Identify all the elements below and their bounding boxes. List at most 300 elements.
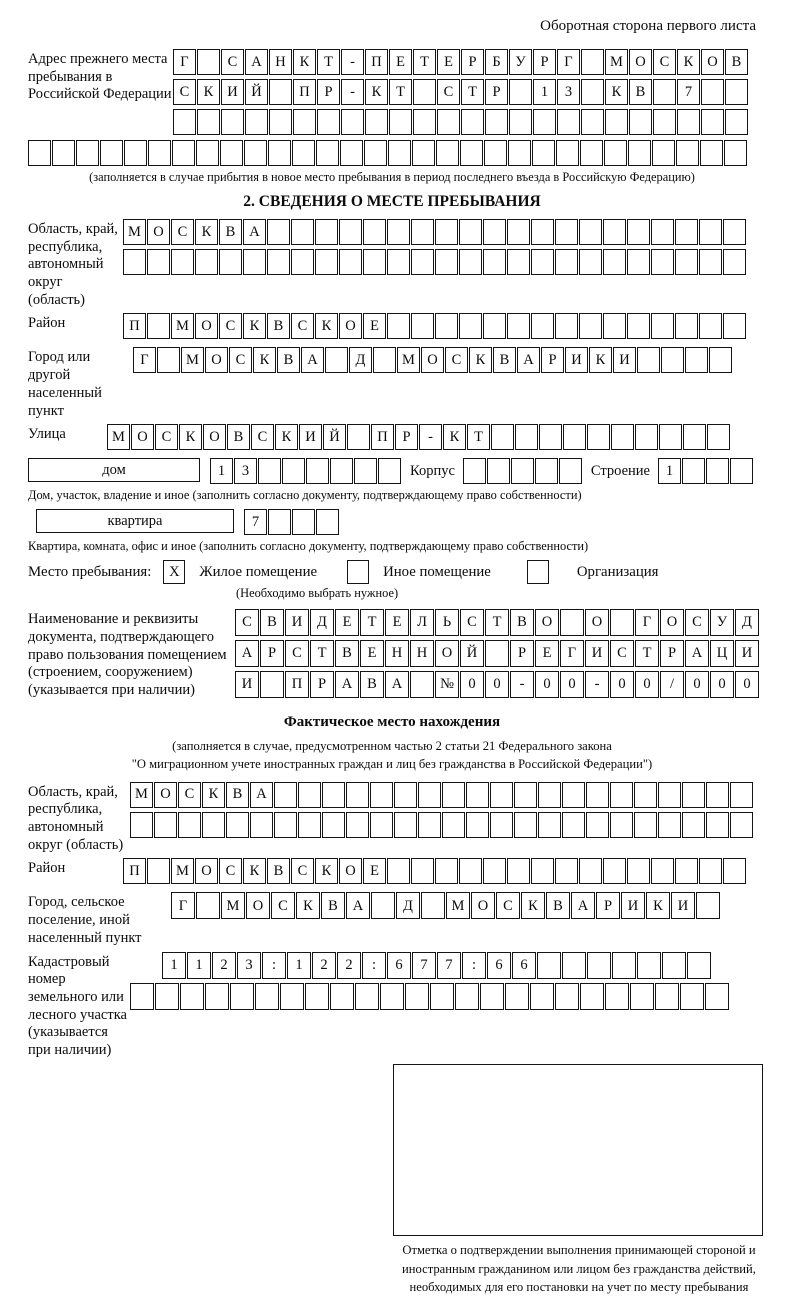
char-cell [436, 140, 459, 166]
char-cell: Е [437, 49, 460, 75]
char-cell [466, 812, 489, 838]
char-cell: Б [485, 49, 508, 75]
char-cell [557, 109, 580, 135]
char-cell [347, 424, 370, 450]
char-cell [559, 458, 582, 484]
char-cell: К [315, 313, 338, 339]
char-cell [539, 424, 562, 450]
char-cell: 7 [412, 952, 436, 979]
char-cell [100, 140, 123, 166]
char-cell: О [195, 858, 218, 884]
char-cell [505, 983, 529, 1010]
char-cell [709, 347, 732, 373]
korpus-label: Корпус [410, 462, 455, 479]
char-cell [147, 858, 170, 884]
char-cell [701, 109, 724, 135]
char-cell: Е [363, 858, 386, 884]
char-cell: О [435, 640, 459, 667]
char-cell [124, 140, 147, 166]
char-cell: В [267, 313, 290, 339]
char-cell [322, 812, 345, 838]
char-cell [363, 219, 386, 245]
char-cell: П [293, 79, 316, 105]
char-cell [490, 782, 513, 808]
char-cell [555, 219, 578, 245]
char-cell [556, 140, 579, 166]
char-cell [293, 109, 316, 135]
char-cell: В [277, 347, 300, 373]
apartment-row [36, 509, 756, 535]
stay-type-note: (Необходимо выбрать нужное) [236, 586, 399, 601]
char-cell [380, 983, 404, 1010]
char-cell [178, 812, 201, 838]
char-cell [197, 49, 220, 75]
char-cell [555, 313, 578, 339]
char-cell [243, 249, 266, 275]
char-cell [435, 249, 458, 275]
char-cell: 0 [460, 671, 484, 698]
char-cell [604, 140, 627, 166]
char-cell [605, 983, 629, 1010]
char-cell [330, 983, 354, 1010]
char-cell: / [660, 671, 684, 698]
char-cell [413, 109, 436, 135]
char-cell: О [131, 424, 154, 450]
char-cell [226, 812, 249, 838]
char-cell: В [321, 892, 345, 919]
char-cell [291, 249, 314, 275]
char-cell [387, 249, 410, 275]
char-cell: Ь [435, 609, 459, 636]
char-cell [411, 858, 434, 884]
char-cell: П [365, 49, 388, 75]
char-cell [411, 249, 434, 275]
stroenie-cells [658, 458, 754, 484]
char-cell [530, 983, 554, 1010]
char-cell [339, 249, 362, 275]
char-cell [230, 983, 254, 1010]
char-cell: В [335, 640, 359, 667]
char-row [235, 671, 760, 698]
char-cell [537, 952, 561, 979]
char-cell: И [585, 640, 609, 667]
char-cell: К [315, 858, 338, 884]
char-cell [586, 782, 609, 808]
char-cell [555, 249, 578, 275]
char-cell: М [605, 49, 628, 75]
char-cell [244, 140, 267, 166]
char-cell: К [296, 892, 320, 919]
char-cell: О [203, 424, 226, 450]
char-cell: М [446, 892, 470, 919]
char-cell [394, 782, 417, 808]
option-residential-label: Жилое помещение [199, 563, 318, 580]
char-cell [675, 858, 698, 884]
prev-address-label: Адрес прежнего места пребывания в Российской Федерации [28, 51, 172, 103]
char-cell [705, 983, 729, 1010]
char-cell [442, 782, 465, 808]
char-cell: Т [360, 609, 384, 636]
char-cell [411, 219, 434, 245]
char-cell [653, 79, 676, 105]
char-cell [130, 812, 153, 838]
char-cell [316, 509, 339, 535]
char-cell: 0 [560, 671, 584, 698]
char-cell [274, 782, 297, 808]
char-cell [147, 313, 170, 339]
char-cell [154, 812, 177, 838]
char-cell: М [171, 858, 194, 884]
char-cell [260, 671, 284, 698]
char-cell: П [371, 424, 394, 450]
option-other-premises-label: Иное помещение [383, 563, 491, 580]
char-cell [387, 858, 410, 884]
char-cell [388, 140, 411, 166]
char-cell: С [171, 219, 194, 245]
char-cell: О [535, 609, 559, 636]
char-cell [630, 983, 654, 1010]
char-cell: А [335, 671, 359, 698]
char-cell: О [205, 347, 228, 373]
char-cell [292, 140, 315, 166]
char-cell: О [660, 609, 684, 636]
char-cell [355, 983, 379, 1010]
char-cell [387, 219, 410, 245]
char-cell: М [221, 892, 245, 919]
char-cell [562, 812, 585, 838]
char-cell: 0 [685, 671, 709, 698]
char-cell: М [130, 782, 153, 808]
char-cell [603, 219, 626, 245]
char-row [173, 79, 756, 105]
char-cell [675, 219, 698, 245]
char-cell: 0 [635, 671, 659, 698]
char-cell [405, 983, 429, 1010]
char-cell: 7 [244, 509, 267, 535]
char-cell [180, 983, 204, 1010]
char-cell: Л [410, 609, 434, 636]
char-cell: Р [533, 49, 556, 75]
char-cell: И [613, 347, 636, 373]
char-cell: № [435, 671, 459, 698]
char-cell: С [219, 313, 242, 339]
char-cell: О [246, 892, 270, 919]
char-cell [611, 424, 634, 450]
char-cell [579, 219, 602, 245]
char-cell: С [291, 858, 314, 884]
char-cell: Й [460, 640, 484, 667]
char-cell: К [243, 313, 266, 339]
char-cell: Т [310, 640, 334, 667]
char-cell [130, 983, 154, 1010]
char-cell [484, 140, 507, 166]
char-cell [485, 109, 508, 135]
char-cell: О [339, 313, 362, 339]
char-cell: Т [461, 79, 484, 105]
city2-label: Город, сельское поселение, иной населенный пункт [28, 894, 142, 946]
char-cell [587, 424, 610, 450]
char-cell: В [546, 892, 570, 919]
actual-location-note-line1: (заполняется в случае, предусмотренном частью 2 статьи 21 Федерального закона [172, 739, 612, 754]
char-cell [511, 458, 534, 484]
char-cell: К [195, 219, 218, 245]
char-cell: Г [560, 640, 584, 667]
char-cell: К [443, 424, 466, 450]
prev-address-note: (заполняется в случае прибытия в новое место пребывания в период последнего въезда в Российскую Федерацию) [89, 170, 695, 184]
prev-address-group [28, 49, 756, 136]
char-cell [480, 983, 504, 1010]
char-cell [603, 858, 626, 884]
char-cell: 1 [162, 952, 186, 979]
char-cell [346, 782, 369, 808]
char-cell [463, 458, 486, 484]
char-row [235, 609, 760, 636]
char-cell: Р [395, 424, 418, 450]
char-cell [435, 219, 458, 245]
char-cell [509, 109, 532, 135]
apartment-type-box: квартира [36, 509, 234, 533]
stay-type-label: Место пребывания: [28, 563, 152, 580]
char-cell: П [285, 671, 309, 698]
char-cell [680, 983, 704, 1010]
char-cell: В [629, 79, 652, 105]
char-cell [696, 892, 720, 919]
house-type-box: дом [28, 458, 200, 482]
char-cell [442, 812, 465, 838]
char-cell [699, 249, 722, 275]
char-cell: К [521, 892, 545, 919]
char-cell [515, 424, 538, 450]
actual-location-title: Фактическое место нахождения [283, 714, 501, 731]
char-cell [677, 109, 700, 135]
char-cell: Т [635, 640, 659, 667]
char-cell: Г [173, 49, 196, 75]
char-cell [437, 109, 460, 135]
char-cell [658, 812, 681, 838]
char-cell [563, 424, 586, 450]
cadastre-label: Кадастровый номер земельного или лесного участка (указывается при наличии) [28, 953, 127, 1058]
house-row [28, 458, 756, 484]
char-row [130, 983, 756, 1010]
char-cell [610, 609, 634, 636]
char-cell [220, 140, 243, 166]
char-cell: 3 [234, 458, 257, 484]
char-cell [687, 952, 711, 979]
char-cell [411, 313, 434, 339]
char-cell [197, 109, 220, 135]
char-cell: М [107, 424, 130, 450]
char-cell [280, 983, 304, 1010]
char-cell [322, 782, 345, 808]
char-cell [52, 140, 75, 166]
char-cell: 2 [337, 952, 361, 979]
char-cell [413, 79, 436, 105]
char-cell [627, 249, 650, 275]
char-cell: 0 [535, 671, 559, 698]
char-cell: Д [310, 609, 334, 636]
char-cell [610, 812, 633, 838]
char-cell: Р [660, 640, 684, 667]
char-cell: 1 [658, 458, 681, 484]
char-cell: К [469, 347, 492, 373]
char-cell [730, 812, 753, 838]
char-cell [418, 782, 441, 808]
region-group [28, 219, 756, 309]
char-cell [268, 140, 291, 166]
char-cell [269, 79, 292, 105]
char-cell: С [173, 79, 196, 105]
char-cell: С [178, 782, 201, 808]
char-cell [330, 458, 353, 484]
char-cell: - [419, 424, 442, 450]
char-cell [533, 109, 556, 135]
char-cell [157, 347, 180, 373]
char-cell: О [195, 313, 218, 339]
char-cell [706, 812, 729, 838]
char-cell [612, 952, 636, 979]
char-cell [682, 458, 705, 484]
char-cell: Г [171, 892, 195, 919]
char-cell [298, 782, 321, 808]
char-cell [655, 983, 679, 1010]
char-cell [555, 858, 578, 884]
checkbox-residential: X [163, 560, 185, 584]
korpus-cells [463, 458, 583, 484]
char-cell [508, 140, 531, 166]
char-cell: К [179, 424, 202, 450]
char-cell: С [155, 424, 178, 450]
char-cell [459, 858, 482, 884]
char-cell [581, 49, 604, 75]
char-cell [268, 509, 291, 535]
char-cell [28, 140, 51, 166]
char-cell: К [589, 347, 612, 373]
char-cell: В [260, 609, 284, 636]
char-cell [373, 347, 396, 373]
char-cell: А [235, 640, 259, 667]
document-group [28, 609, 756, 702]
char-cell [659, 424, 682, 450]
char-cell: Д [396, 892, 420, 919]
char-cell [627, 858, 650, 884]
char-row [123, 313, 756, 339]
city-label: Город или другой населенный пункт [28, 349, 102, 419]
checkbox-organization [527, 560, 549, 584]
char-cell [580, 983, 604, 1010]
char-row-full-width [28, 140, 756, 166]
char-cell [635, 424, 658, 450]
char-cell [699, 219, 722, 245]
char-cell [532, 140, 555, 166]
char-cell [562, 782, 585, 808]
char-row [130, 812, 756, 838]
char-cell: 7 [437, 952, 461, 979]
char-cell [507, 313, 530, 339]
char-cell: В [226, 782, 249, 808]
char-cell [662, 952, 686, 979]
char-cell [245, 109, 268, 135]
char-cell [267, 219, 290, 245]
char-cell [412, 140, 435, 166]
char-cell: К [365, 79, 388, 105]
char-cell: М [171, 313, 194, 339]
char-cell [196, 140, 219, 166]
char-cell: Р [485, 79, 508, 105]
char-cell: 3 [557, 79, 580, 105]
char-cell [305, 983, 329, 1010]
char-cell [339, 219, 362, 245]
char-cell [485, 640, 509, 667]
char-cell: 6 [387, 952, 411, 979]
char-cell [555, 983, 579, 1010]
char-row [130, 952, 756, 979]
char-cell: П [123, 313, 146, 339]
char-cell: Т [485, 609, 509, 636]
char-cell [707, 424, 730, 450]
char-cell [325, 347, 348, 373]
char-cell [421, 892, 445, 919]
char-row [107, 424, 756, 450]
char-cell [459, 249, 482, 275]
actual-location-note-line2: "О миграционном учете иностранных граждан и лиц без гражданства в Российской Федерации") [131, 757, 653, 772]
char-cell: Р [596, 892, 620, 919]
char-cell [317, 109, 340, 135]
char-cell: Д [349, 347, 372, 373]
char-cell [195, 249, 218, 275]
char-cell [364, 140, 387, 166]
char-cell: Й [245, 79, 268, 105]
char-cell: С [496, 892, 520, 919]
char-cell [389, 109, 412, 135]
char-cell [676, 140, 699, 166]
district-group [28, 313, 756, 343]
char-cell: Н [410, 640, 434, 667]
char-cell [370, 812, 393, 838]
char-cell: О [339, 858, 362, 884]
char-cell [627, 313, 650, 339]
char-cell: К [275, 424, 298, 450]
char-cell: С [610, 640, 634, 667]
char-cell [221, 109, 244, 135]
street-group [28, 424, 756, 454]
char-cell [298, 812, 321, 838]
char-cell [661, 347, 684, 373]
char-cell [148, 140, 171, 166]
char-cell [507, 249, 530, 275]
char-cell: 0 [710, 671, 734, 698]
char-cell: Г [635, 609, 659, 636]
char-cell: К [202, 782, 225, 808]
char-cell: У [710, 609, 734, 636]
char-cell [255, 983, 279, 1010]
cadastre-group [28, 952, 756, 1060]
char-cell [173, 109, 196, 135]
char-row [130, 782, 756, 808]
char-cell [538, 812, 561, 838]
char-cell [682, 812, 705, 838]
char-row [173, 109, 756, 135]
char-cell [430, 983, 454, 1010]
house-number-cells [210, 458, 402, 484]
char-cell [171, 249, 194, 275]
char-row [123, 858, 756, 884]
char-cell: И [285, 609, 309, 636]
char-cell: Р [260, 640, 284, 667]
char-cell: С [460, 609, 484, 636]
city-group [28, 347, 756, 420]
char-cell: 0 [735, 671, 759, 698]
char-cell [730, 458, 753, 484]
